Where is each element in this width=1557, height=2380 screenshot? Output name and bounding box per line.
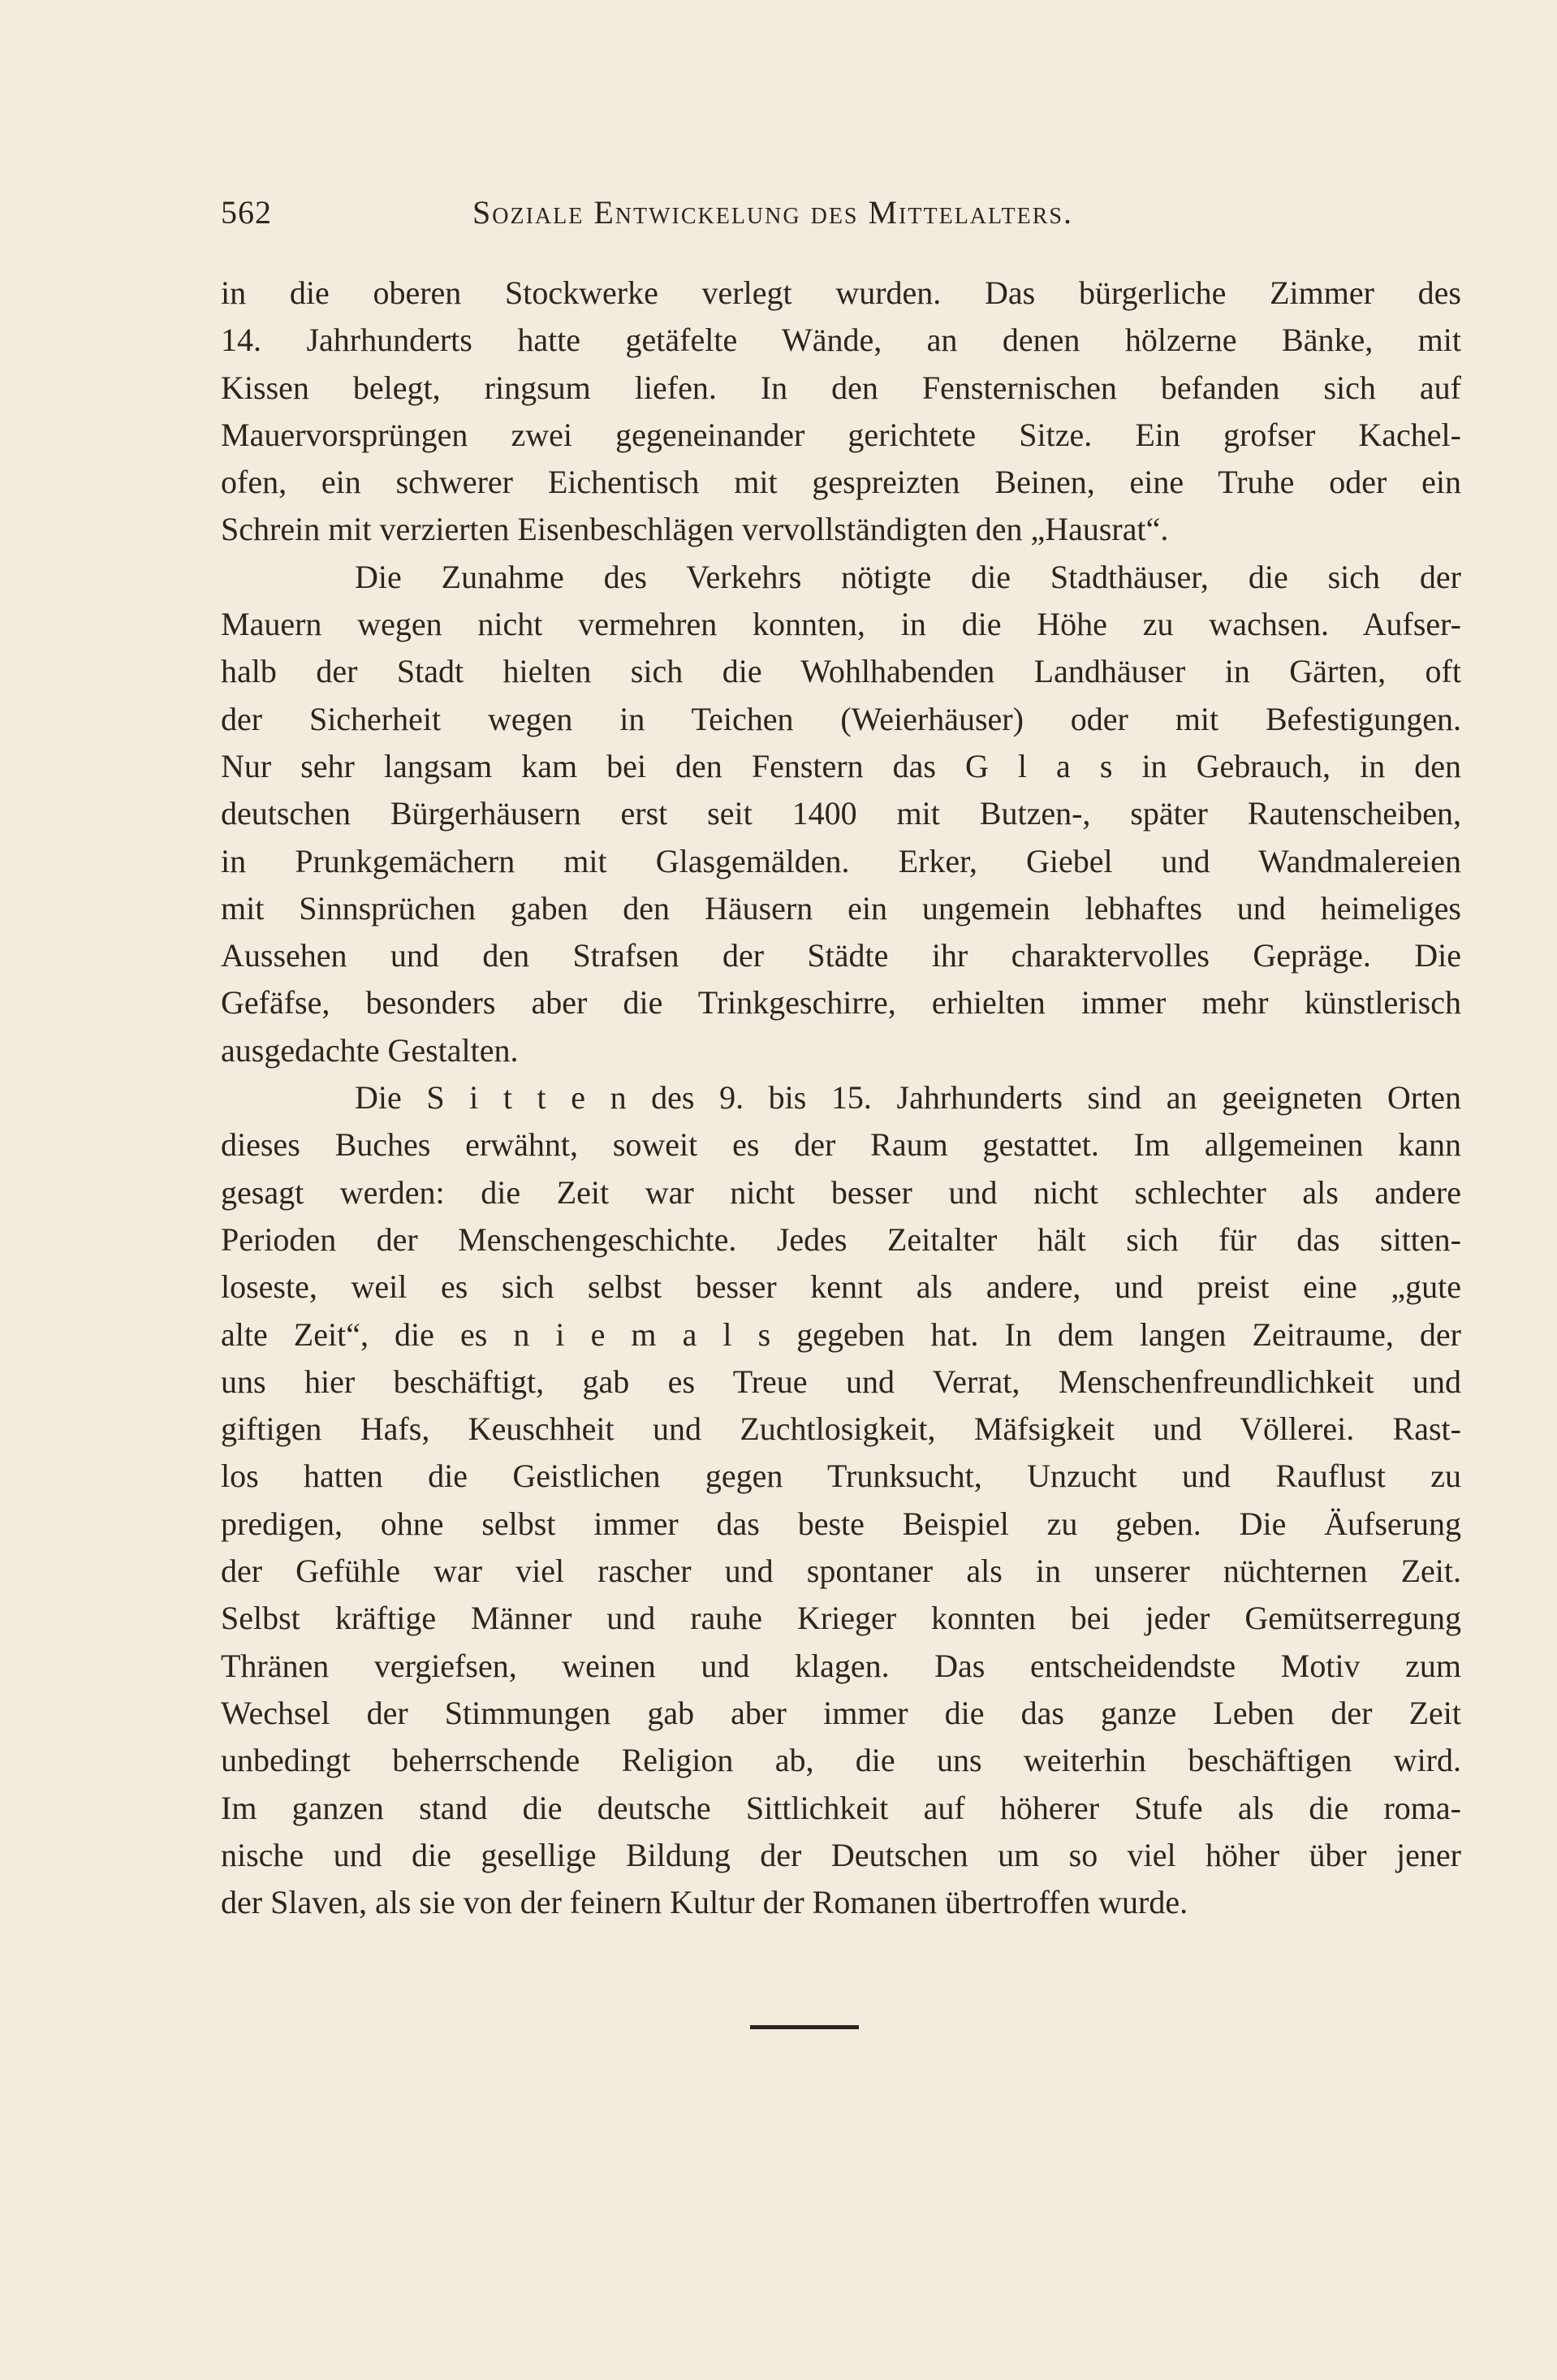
text-line: loseste, weil es sich selbst besser kennt als andere, und preist eine „gute: [221, 1268, 1461, 1306]
text-line: Mauern wegen nicht vermehren konnten, in die Höhe zu wachsen. Aufser-: [221, 606, 1461, 643]
text-line: Thränen vergiefsen, weinen und klagen. Das entscheidendste Motiv zum: [221, 1647, 1461, 1684]
text-line: Perioden der Menschengeschichte. Jedes Zeitalter hält sich für das sitten-: [221, 1220, 1461, 1258]
text-line: uns hier beschäftigt, gab es Treue und Verrat, Menschenfreundlichkeit und: [221, 1363, 1461, 1400]
text-line: mit Sinnsprüchen gaben den Häusern ein ungemein lebhaftes und heimeliges: [221, 889, 1461, 927]
text-line: in Prunkgemächern mit Glasgemälden. Erker, Giebel und Wandmalereien: [221, 842, 1461, 879]
paragraph-first-line: Die Zunahme des Verkehrs nötigte die Stadthäuser, die sich der: [355, 558, 1461, 595]
text-line: 14. Jahrhunderts hatte getäfelte Wände, an denen hölzerne Bänke, mit: [221, 322, 1461, 359]
text-line: predigen, ohne selbst immer das beste Beispiel zu geben. Die Äufserung: [221, 1505, 1461, 1542]
text-line: nische und die gesellige Bildung der Deutschen um so viel höher über jener: [221, 1836, 1461, 1873]
text-line: Schrein mit verzierten Eisenbeschlägen vervollständigten den „Hausrat“.: [221, 511, 1169, 548]
text-line: Nur sehr langsam kam bei den Fenstern das G l a s in Gebrauch, in den: [221, 747, 1461, 784]
running-head: [221, 193, 1297, 234]
text-line: Im ganzen stand die deutsche Sittlichkeit auf höherer Stufe als die roma-: [221, 1789, 1461, 1826]
text-line: dieses Buches erwähnt, soweit es der Raum gestattet. Im allgemeinen kann: [221, 1126, 1461, 1164]
text-line: der Slaven, als sie von der feinern Kultur der Romanen übertroffen wurde.: [221, 1884, 1188, 1921]
text-line: giftigen Hafs, Keuschheit und Zuchtlosigkeit, Mäfsigkeit und Völlerei. Rast-: [221, 1410, 1461, 1448]
body-text: [221, 270, 1461, 1926]
text-line: unbedingt beherrschende Religion ab, die uns weiterhin beschäftigen wird.: [221, 1742, 1461, 1779]
text-line: der Sicherheit wegen in Teichen (Weierhäuser) oder mit Befestigungen.: [221, 700, 1461, 737]
text-line: in die oberen Stockwerke verlegt wurden. Das bürgerliche Zimmer des: [221, 274, 1461, 311]
text-line: Gefäfse, besonders aber die Trinkgeschirre, erhielten immer mehr künstlerisch: [221, 984, 1461, 1022]
paragraph-first-line: Die S i t t e n des 9. bis 15. Jahrhunderts sind an geeigneten Orten: [355, 1079, 1461, 1117]
text-line: der Gefühle war viel rascher und spontaner als in unserer nüchternen Zeit.: [221, 1553, 1461, 1590]
section-end-rule: [750, 2025, 859, 2029]
text-line: Wechsel der Stimmungen gab aber immer die das ganze Leben der Zeit: [221, 1694, 1461, 1731]
text-line: Kissen belegt, ringsum liefen. In den Fensternischen befanden sich auf: [221, 369, 1461, 406]
page-number: 562: [221, 194, 272, 231]
text-line: los hatten die Geistlichen gegen Trunksucht, Unzucht und Rauflust zu: [221, 1458, 1461, 1495]
text-line: ausgedachte Gestalten.: [221, 1031, 519, 1069]
text-line: halb der Stadt hielten sich die Wohlhabenden Landhäuser in Gärten, oft: [221, 653, 1461, 690]
text-line: ofen, ein schwerer Eichentisch mit gespreizten Beinen, eine Truhe oder ein: [221, 464, 1461, 501]
text-line: gesagt werden: die Zeit war nicht besser und nicht schlechter als andere: [221, 1173, 1461, 1211]
text-line: deutschen Bürgerhäusern erst seit 1400 mit Butzen-, später Rautenscheiben,: [221, 795, 1461, 832]
running-title: Soziale Entwickelung des Mittelalters.: [472, 194, 1074, 231]
text-line: Mauervorsprüngen zwei gegeneinander gerichtete Sitze. Ein grofser Kachel-: [221, 416, 1461, 453]
text-line: alte Zeit“, die es n i e m a l s gegeben hat. In dem langen Zeitraume, der: [221, 1315, 1461, 1353]
text-line: Selbst kräftige Männer und rauhe Krieger konnten bei jeder Gemütserregung: [221, 1600, 1461, 1637]
text-line: Aussehen und den Strafsen der Städte ihr charaktervolles Gepräge. Die: [221, 937, 1461, 974]
